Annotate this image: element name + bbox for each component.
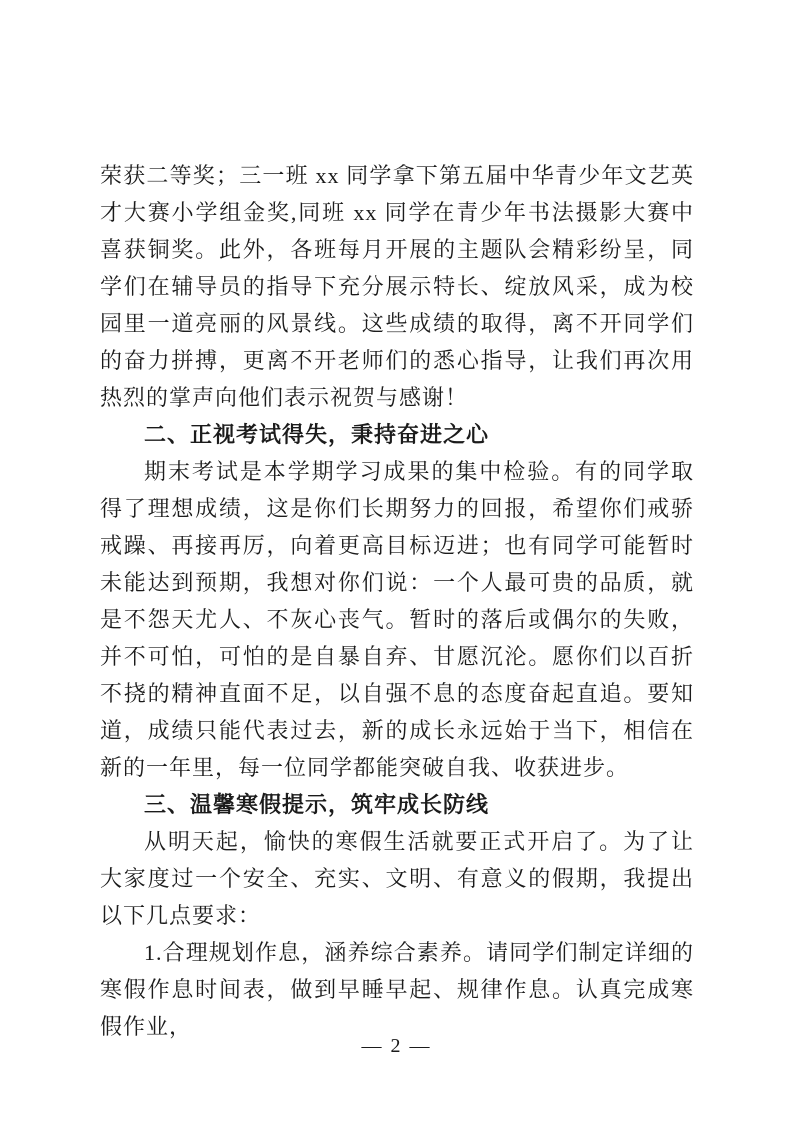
paragraph-exam-reflection: 期末考试是本学期学习成果的集中检验。有的同学取得了理想成绩，这是你们长期努力的回报，希望你们戒骄戒躁、再接再厉，向着更高目标迈进；也有同学可能暂时未能达到预期，我想对你们说：一个人最可贵的品质，就是不怨天尤人、不灰心丧气。暂时的落后或偶尔的失败，并不可怕，可怕的是自暴自弃、甘愿沉沦。愿你们以百折不挠的精神直面不足，以自强不息的态度奋起直追。要知道，成绩只能代表过去，新的成长永远始于当下，相信在新的一年里，每一位同学都能突破自我、收获进步。 [100, 459, 694, 780]
paragraph-awards-continuation: 荣获二等奖；三一班 xx 同学拿下第五届中华青少年文艺英才大赛小学组金奖,同班 xx 同学在青少年书法摄影大赛中喜获铜奖。此外，各班每月开展的主题队会精彩纷呈，同学们在辅导员的指导下充分展示特长、绽放风采，成为校园里一道亮丽的风景线。这些成绩的取得，离不开同学们的奋力拼搏，更离不开老师们的悉心指导，让我们再次用热烈的掌声向他们表示祝贺与感谢！ [100, 163, 694, 410]
paragraph-vacation-intro: 从明天起，愉快的寒假生活就要正式开启了。为了让大家度过一个安全、充实、文明、有意义的假期，我提出以下几点要求： [100, 829, 694, 928]
page-number: — 2 — [361, 1035, 432, 1057]
paragraph-rule-1-schedule: 1.合理规划作息，涵养综合素养。请同学们制定详细的寒假作息时间表，做到早睡早起、规律作息。认真完成寒假作业， [100, 940, 694, 1039]
document-body [100, 157, 694, 1045]
section-heading-exam-attitude: 二、正视考试得失，秉持奋进之心 [144, 422, 490, 447]
section-heading-vacation-tips: 三、温馨寒假提示，筑牢成长防线 [144, 792, 490, 817]
